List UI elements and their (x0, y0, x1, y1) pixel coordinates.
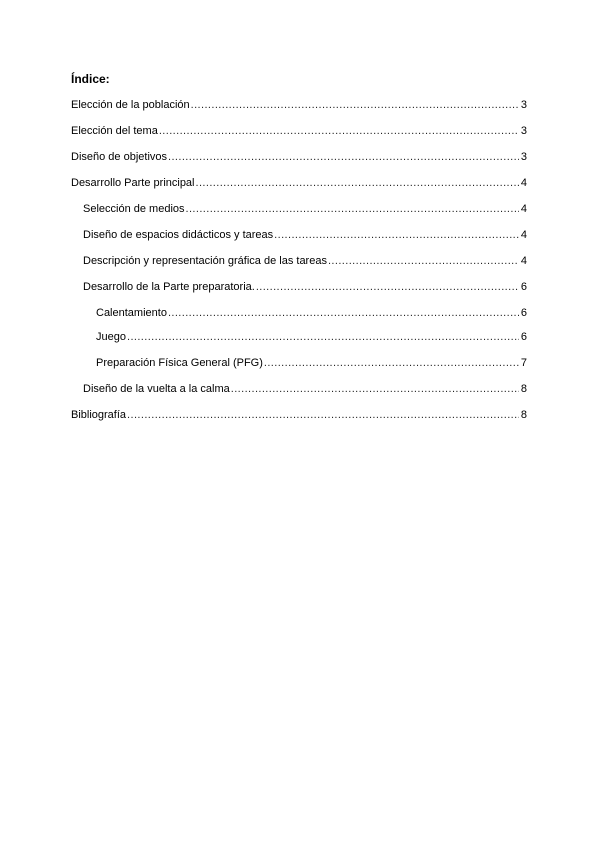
toc-dot-leader (328, 253, 519, 269)
toc-entry-label: Selección de medios (83, 203, 185, 215)
toc-page-number: 7 (520, 357, 527, 369)
toc-entry-label: Descripción y representación gráfica de las tareas (83, 255, 327, 267)
toc-page-number: 4 (520, 177, 527, 189)
toc-page-number: 3 (520, 125, 527, 137)
toc-dot-leader (186, 201, 519, 217)
toc-page-number: 4 (520, 255, 527, 267)
toc-entry-eleccion-tema[interactable] (71, 123, 527, 139)
toc-entry-eleccion-poblacion[interactable] (71, 97, 527, 113)
toc-entry-label: Diseño de la vuelta a la calma (83, 383, 230, 395)
toc-page-number: 6 (520, 331, 527, 343)
toc-dot-leader (256, 279, 519, 295)
toc-entry-label: Calentamiento (96, 307, 167, 319)
toc-entry-label: Elección del tema (71, 125, 158, 137)
toc-dot-leader (168, 149, 519, 165)
toc-entry-label: Bibliografía (71, 409, 127, 421)
toc-entry-label: Diseño de espacios didácticos y tareas (83, 229, 274, 241)
toc-entry-desarrollo-parte-principal[interactable] (71, 175, 527, 191)
toc-entry-descripcion-tareas[interactable] (83, 253, 527, 269)
toc-dot-leader (127, 329, 519, 345)
toc-entry-seleccion-medios[interactable] (83, 201, 527, 217)
toc-page-number: 4 (520, 229, 527, 241)
toc-page-number: 6 (520, 307, 527, 319)
toc-entry-label: Preparación Física General (PFG) (96, 357, 263, 369)
toc-entry-bibliografia[interactable] (71, 407, 527, 423)
toc-dot-leader (196, 175, 519, 191)
toc-dot-leader (264, 355, 519, 371)
toc-dot-leader (191, 97, 519, 113)
toc-entry-label: Desarrollo Parte principal (71, 177, 195, 189)
toc-page-number: 6 (520, 281, 527, 293)
toc-entry-label: Diseño de objetivos (71, 151, 168, 163)
toc-entry-calentamiento[interactable] (96, 305, 527, 321)
toc-entry-diseno-espacios[interactable] (83, 227, 527, 243)
toc-dot-leader (127, 407, 519, 423)
toc-entry-juego[interactable] (96, 329, 527, 345)
toc-title: Índice: (71, 72, 110, 86)
toc-dot-leader (231, 381, 519, 397)
toc-entry-diseno-vuelta-calma[interactable] (83, 381, 527, 397)
toc-entry-desarrollo-parte-preparatoria[interactable] (83, 279, 527, 295)
toc-page-number: 3 (520, 151, 527, 163)
toc-page-number: 8 (520, 383, 527, 395)
toc-dot-leader (274, 227, 519, 243)
toc-page-number: 4 (520, 203, 527, 215)
toc-page-number: 3 (520, 99, 527, 111)
toc-dot-leader (159, 123, 519, 139)
toc-dot-leader (168, 305, 519, 321)
toc-entry-preparacion-fisica-general[interactable] (96, 355, 527, 371)
toc-entry-label: Elección de la población (71, 99, 190, 111)
toc-entry-label: Juego (96, 331, 126, 343)
toc-page-number: 8 (520, 409, 527, 421)
toc-entry-label: Desarrollo de la Parte preparatoria. (83, 281, 255, 293)
toc-entry-diseno-objetivos[interactable] (71, 149, 527, 165)
